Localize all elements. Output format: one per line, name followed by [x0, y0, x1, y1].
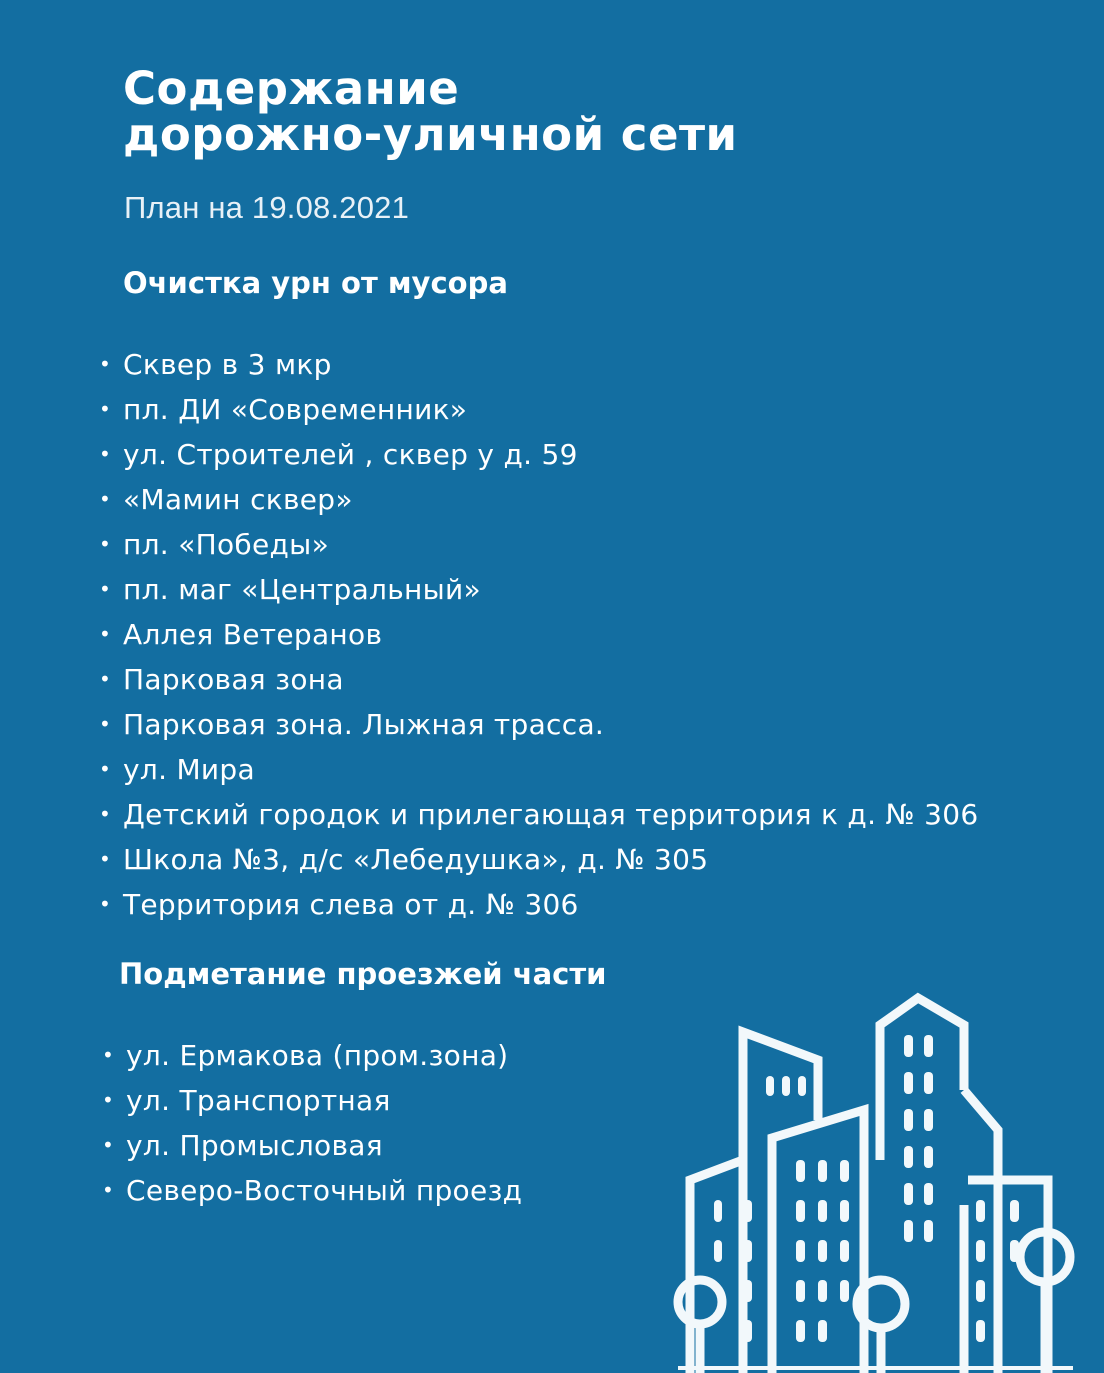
list-item-label: пл. «Победы» — [123, 528, 330, 561]
list-item — [102, 1123, 522, 1168]
section-heading-bins: Очистка урн от мусора — [123, 266, 508, 300]
city-buildings-icon — [668, 990, 1088, 1373]
list-item — [99, 657, 978, 702]
bullet-icon: • — [99, 352, 112, 376]
list-item-label: Парковая зона. Лыжная трасса. — [123, 708, 605, 741]
list-item — [99, 792, 979, 837]
bullet-icon: • — [99, 712, 112, 736]
section-heading-sweeping: Подметание проезжей части — [119, 957, 607, 991]
list-item-label: Детский городок и прилегающая территория к д. № 306 — [123, 798, 979, 831]
bullet-icon: • — [102, 1133, 115, 1157]
bullet-icon: • — [102, 1178, 115, 1202]
list-item — [99, 432, 978, 477]
bullet-icon: • — [99, 667, 112, 691]
list-item — [102, 1033, 522, 1078]
list-item-label: Аллея Ветеранов — [123, 618, 383, 651]
list-item-label: Сквер в 3 мкр — [123, 348, 332, 381]
list-item-label: ул. Транспортная — [126, 1084, 391, 1117]
list-item — [99, 477, 978, 522]
list-item-label: ул. Строителей , сквер у д. 59 — [123, 438, 578, 471]
bullet-icon: • — [99, 847, 112, 871]
list-item — [99, 747, 978, 792]
bullet-icon: • — [99, 757, 112, 781]
list-item — [99, 702, 978, 747]
list-item — [99, 882, 978, 927]
list-item — [99, 567, 978, 612]
list-item-label: пл. ДИ «Современник» — [123, 393, 468, 426]
plan-date: План на 19.08.2021 — [124, 190, 410, 225]
list-item-label: ул. Промысловая — [126, 1129, 383, 1162]
page-title — [123, 62, 738, 161]
bullet-icon: • — [99, 442, 112, 466]
bullet-icon: • — [99, 577, 112, 601]
bullet-icon: • — [99, 532, 112, 556]
list-item-label: Северо-Восточный проезд — [126, 1174, 523, 1207]
bullet-icon: • — [99, 487, 112, 511]
bullet-icon: • — [99, 622, 112, 646]
list-item — [102, 1078, 522, 1123]
bullet-icon: • — [99, 802, 112, 826]
title-line-1: Содержание — [123, 62, 460, 115]
list-item-label: «Мамин сквер» — [123, 483, 353, 516]
list-item-label: Территория слева от д. № 306 — [123, 888, 579, 921]
bullet-icon: • — [99, 892, 112, 916]
list-item-label: ул. Мира — [123, 753, 255, 786]
list-item — [99, 837, 978, 882]
list-item — [99, 387, 978, 432]
list-item-label: Школа №3, д/с «Лебедушка», д. № 305 — [123, 843, 709, 876]
list-item — [99, 342, 978, 387]
bullet-icon: • — [102, 1043, 115, 1067]
list-item — [99, 612, 978, 657]
bullet-icon: • — [99, 397, 112, 421]
sweeping-list — [102, 1033, 523, 1213]
list-item — [99, 522, 978, 567]
list-item-label: ул. Ермакова (пром.зона) — [126, 1039, 509, 1072]
list-item — [102, 1168, 523, 1213]
list-item-label: Парковая зона — [123, 663, 344, 696]
bins-list — [99, 342, 979, 927]
list-item-label: пл. маг «Центральный» — [123, 573, 481, 606]
bullet-icon: • — [102, 1088, 115, 1112]
title-line-2: дорожно-уличной сети — [123, 108, 738, 161]
